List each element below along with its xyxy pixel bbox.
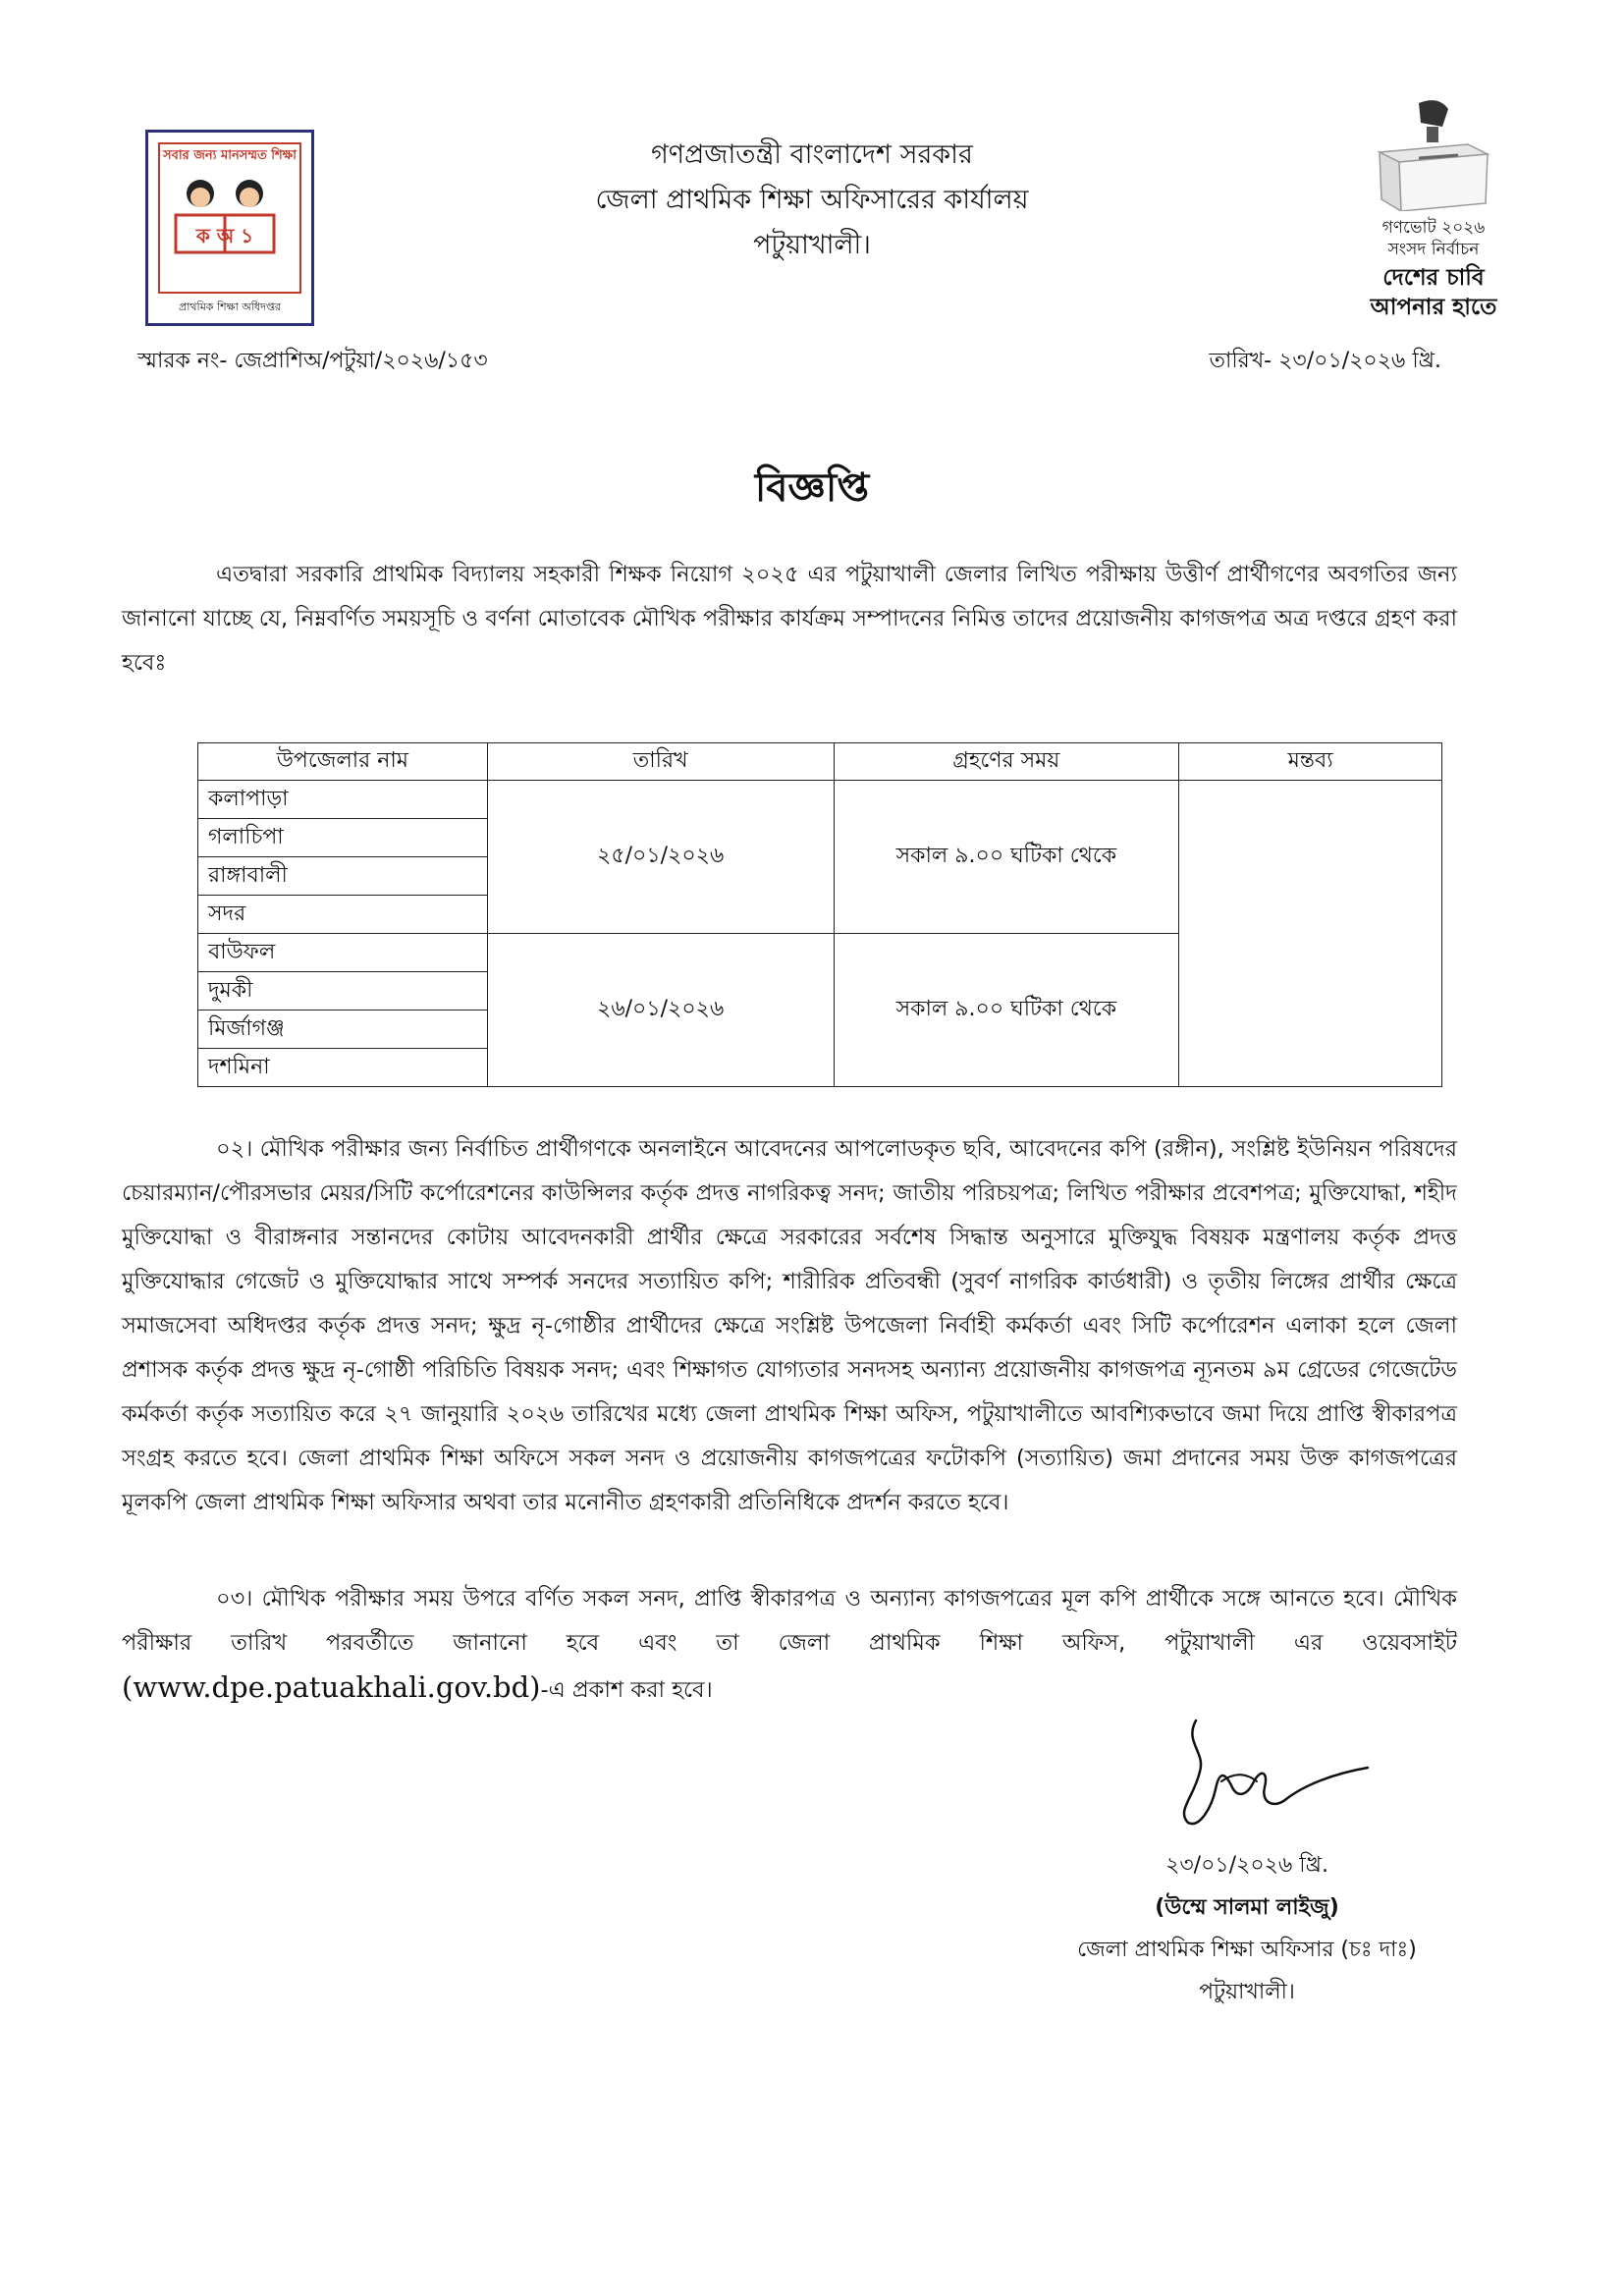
- header-time: গ্রহণের সময়: [834, 743, 1179, 781]
- date-cell: ২৫/০১/২০২৬: [487, 781, 834, 934]
- upazila-cell: কলাপাড়া: [198, 781, 488, 819]
- notice-title: বিজ্ঞপ্তি: [754, 465, 870, 511]
- logo-arc-text: সবার জন্য মানসম্মত শিক্ষা: [163, 148, 297, 163]
- header-upazila: উপজেলার নাম: [198, 743, 488, 781]
- paragraph-02: ০২। মৌখিক পরীক্ষার জন্য নির্বাচিত প্রার্থীগণকে অনলাইনে আবেদনের আপলোডকৃত ছবি, আবেদনের কপি (রঙ্গীন), সংশ্লিষ্ট ইউনিয়ন পরিষদের চেয়ারম্যান/পৌরসভার মেয়র/সিটি কর্পোরেশনের কাউন্সিলর কর্তৃক প্রদত্ত নাগরিকত্ব সনদ; জাতীয় পরিচয়পত্র; লিখিত পরীক্ষার প্রবেশপত্র; মুক্তিযোদ্ধা, শহীদ মুক্তিযোদ্ধা ও বীরাঙ্গনার সন্তানদের কোটায় আবেদনকারী প্রার্থীর ক্ষেত্রে সরকারের সর্বশেষ সিদ্ধান্ত অনুসারে মুক্তিযুদ্ধ বিষয়ক মন্ত্রণালয় কর্তৃক প্রদত্ত মুক্তিযোদ্ধার গেজেট ও মুক্তিযোদ্ধার সাথে সম্পর্ক সনদের সত্যায়িত কপি; শারীরিক প্রতিবন্ধী (সুবর্ণ নাগরিক কার্ডধারী) ও তৃতীয় লিঙ্গের প্রার্থীর ক্ষেত্রে সমাজসেবা অধিদপ্তর কর্তৃক প্রদত্ত সনদ; ক্ষুদ্র নৃ-গোষ্ঠীর প্রার্থীদের ক্ষেত্রে সংশ্লিষ্ট উপজেলা নির্বাহী কর্মকর্তা এবং সিটি কর্পোরেশন এলাকা হলে জেলা প্রশাসক কর্তৃক প্রদত্ত ক্ষুদ্র নৃ-গোষ্ঠী পরিচিতি বিষয়ক সনদ; এবং শিক্ষাগত যোগ্যতার সনদসহ অন্যান্য প্রয়োজনীয় কাগজপত্র ন্যূনতম ৯ম গ্রেডের গেজেটেড কর্মকর্তা কর্তৃক সত্যায়িত করে ২৭ জানুয়ারি ২০২৬ তারিখের মধ্যে জেলা প্রাথমিক শিক্ষা অফিস, পটুয়াখালীতে আবশ্যিকভাবে জমা দিয়ে প্রাপ্তি স্বীকারপত্র সংগ্রহ করতে হবে। জেলা প্রাথমিক শিক্ষা অফিসে সকল সনদ ও প্রয়োজনীয় কাগজপত্রের ফটোকপি (সত্যায়িত) জমা প্রদানের সময় উক্ত কাগজপত্রের মূলকপি জেলা প্রাথমিক শিক্ষা অফিসার অথবা তার মনোনীত গ্রহণকারী প্রতিনিধিকে প্রদর্শন করতে হবে।: [122, 1136, 1457, 1515]
- signature-date: ২৩/০১/২০২৬ খ্রি.: [1165, 1853, 1328, 1878]
- header-office: জেলা প্রাথমিক শিক্ষা অফিসারের কার্যালয়: [595, 185, 1029, 215]
- header-date: তারিখ: [487, 743, 834, 781]
- election-slogan-line2: আপনার হাতে: [1370, 295, 1497, 320]
- officer-designation: জেলা প্রাথমিক শিক্ষা অফিসার (চঃ দাঃ): [1077, 1938, 1417, 1962]
- logo-caption: প্রাথমিক শিক্ষা অধিদপ্তর: [179, 301, 281, 313]
- election-logo: [1360, 93, 1507, 329]
- primary-education-logo: [145, 130, 314, 326]
- notice-date: তারিখ- ২৩/০১/২০২৬ খ্রি.: [1209, 349, 1441, 373]
- upazila-cell: গলাচিপা: [198, 819, 488, 857]
- time-cell: সকাল ৯.০০ ঘটিকা থেকে: [834, 781, 1179, 934]
- logo-book-text: ক অ ১: [195, 224, 254, 247]
- date-cell: ২৬/০১/২০২৬: [487, 934, 834, 1087]
- paragraph-03: [122, 1577, 1457, 1713]
- website-link[interactable]: (www.dpe.patuakhali.gov.bd): [122, 1670, 541, 1704]
- upazila-cell: দুমকী: [198, 972, 488, 1011]
- upazila-cell: দশমিনা: [198, 1049, 488, 1087]
- upazila-cell: সদর: [198, 896, 488, 934]
- header-district: পটুয়াখালী।: [753, 230, 871, 260]
- officer-name: (উম্মে সালমা লাইজু): [1155, 1895, 1339, 1920]
- upazila-cell: বাউফল: [198, 934, 488, 972]
- paragraph-03-text: ০৩। মৌখিক পরীক্ষার সময় উপরে বর্ণিত সকল সনদ, প্রাপ্তি স্বীকারপত্র ও অন্যান্য কাগজপত্রের মূল কপি প্রার্থীকে সঙ্গে আনতে হবে। মৌখিক পরীক্ষার তারিখ পরবর্তীতে জানানো হবে এবং তা জেলা প্রাথমিক শিক্ষা অফিস, পটুয়াখালী এর ওয়েবসাইট: [122, 1586, 1457, 1656]
- schedule-table: [197, 742, 1442, 1087]
- office-header: [491, 133, 1133, 268]
- signature-block: [1011, 1844, 1483, 2013]
- paragraph-03-end: -এ প্রকাশ করা হবে।: [540, 1677, 713, 1703]
- table-header-row: [198, 743, 1442, 781]
- remark-cell: [1179, 781, 1442, 1087]
- officer-signature: [1166, 1713, 1373, 1829]
- header-remark: মন্তব্য: [1179, 743, 1442, 781]
- ballot-box-icon: [1360, 93, 1507, 211]
- election-slogan-line1: দেশের চাবি: [1382, 265, 1485, 291]
- children-reading-icon: [166, 172, 284, 260]
- upazila-cell: মির্জাগঞ্জ: [198, 1011, 488, 1049]
- time-cell: সকাল ৯.০০ ঘটিকা থেকে: [834, 934, 1179, 1087]
- table-row: [198, 781, 1442, 819]
- election-line-parliament: সংসদ নির্বাচন: [1387, 240, 1480, 259]
- header-government: গণপ্রজাতন্ত্রী বাংলাদেশ সরকার: [651, 139, 973, 170]
- intro-paragraph: এতদ্বারা সরকারি প্রাথমিক বিদ্যালয় সহকারী শিক্ষক নিয়োগ ২০২৫ এর পটুয়াখালী জেলার লিখিত পরীক্ষায় উত্তীর্ণ প্রার্থীগণের অবগতির জন্য জানানো যাচ্ছে যে, নিম্নবর্ণিত সময়সূচি ও বর্ণনা মোতাবেক মৌখিক পরীক্ষার কার্যক্রম সম্পাদনের নিমিত্ত তাদের প্রয়োজনীয় কাগজপত্র অত্র দপ্তরে গ্রহণ করা হবেঃ: [122, 562, 1457, 676]
- memo-number: স্মারক নং- জেপ্রাশিঅ/পটুয়া/২০২৬/১৫৩: [137, 349, 488, 373]
- election-line-referendum: গণভোট ২০২৬: [1381, 218, 1486, 238]
- upazila-cell: রাঙ্গাবালী: [198, 857, 488, 896]
- officer-place: পটুয়াখালী।: [1199, 1980, 1295, 2004]
